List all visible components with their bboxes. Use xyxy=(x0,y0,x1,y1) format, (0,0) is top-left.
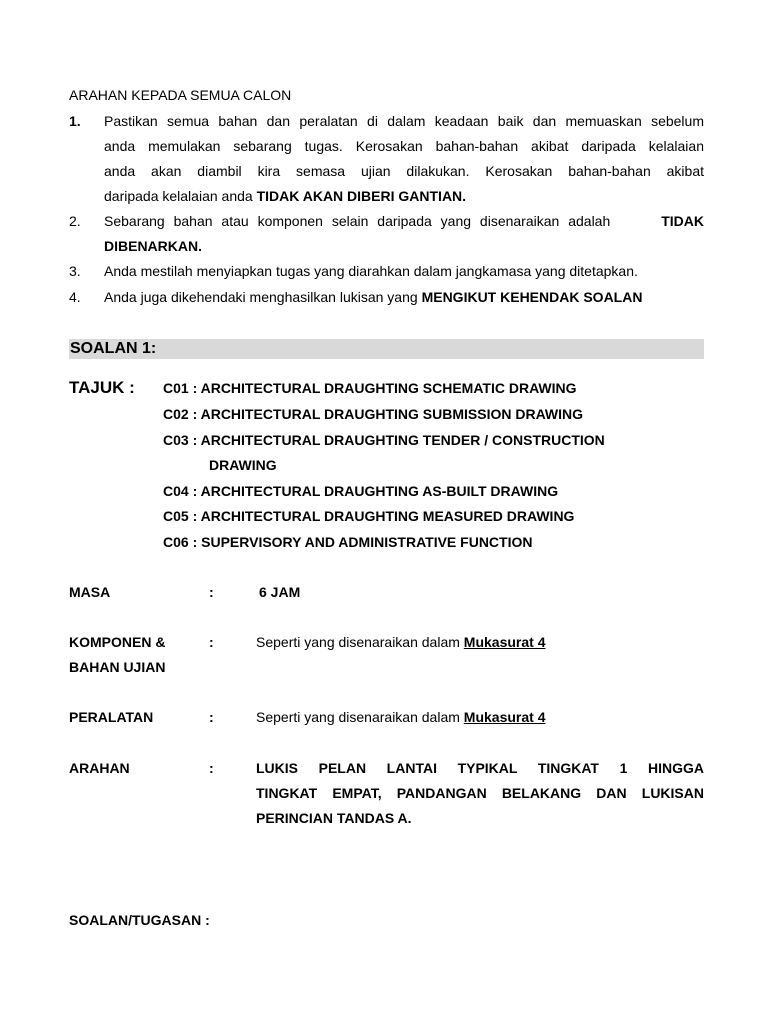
komponen-label-1: KOMPONEN & xyxy=(69,634,166,650)
peralatan-colon: : xyxy=(209,709,214,725)
peralatan-value xyxy=(256,709,546,725)
item-1-number: 1. xyxy=(69,113,81,129)
tajuk-item-c01: C01 : ARCHITECTURAL DRAUGHTING SCHEMATIC DRAWING xyxy=(163,380,577,396)
item-1-emphasis: TIDAK AKAN DIBERI GANTIAN. xyxy=(256,188,467,204)
question-header-band xyxy=(69,339,704,359)
arahan-line-3: PERINCIAN TANDAS A. xyxy=(256,810,412,826)
tajuk-label: TAJUK : xyxy=(69,378,135,397)
item-3-text: Anda mestilah menyiapkan tugas yang diarahkan dalam jangkamasa yang ditetapkan. xyxy=(104,263,638,279)
arahan-colon: : xyxy=(209,760,214,776)
item-1-line-4 xyxy=(104,187,704,205)
item-2-line-1 xyxy=(104,212,704,230)
item-2-emphasis-2: DIBENARKAN. xyxy=(104,238,202,254)
masa-colon: : xyxy=(209,584,214,600)
item-2-line-1-text: Sebarang bahan atau komponen selain daripada yang disenaraikan adalah xyxy=(104,213,611,229)
item-4-line xyxy=(104,288,704,306)
komponen-value-text: Seperti yang disenaraikan dalam xyxy=(256,634,464,650)
item-1-line-2: anda memulakan sebarang tugas. Kerosakan bahan-bahan akibat daripada kelalaian xyxy=(104,138,704,154)
item-1-line-4-text: daripada kelalaian anda xyxy=(104,188,257,204)
komponen-value xyxy=(256,634,546,650)
soalan-tugasan-heading: SOALAN/TUGASAN : xyxy=(69,912,210,928)
item-3-number: 3. xyxy=(69,263,81,279)
komponen-page-reference: Mukasurat 4 xyxy=(463,634,546,650)
item-1-line-3: anda akan diambil kira semasa ujian dilakukan. Kerosakan bahan-bahan akibat xyxy=(104,163,704,179)
peralatan-label: PERALATAN xyxy=(69,709,154,725)
tajuk-item-c03: C03 : ARCHITECTURAL DRAUGHTING TENDER / CONSTRUCTION xyxy=(163,432,605,448)
tajuk-item-c06: C06 : SUPERVISORY AND ADMINISTRATIVE FUNCTION xyxy=(163,534,533,550)
item-4-number: 4. xyxy=(69,289,81,305)
instructions-heading: ARAHAN KEPADA SEMUA CALON xyxy=(69,87,292,103)
item-2-emphasis-1: TIDAK xyxy=(661,213,704,229)
item-4-text: Anda juga dikehendaki menghasilkan lukisan yang xyxy=(104,289,422,305)
peralatan-value-text: Seperti yang disenaraikan dalam xyxy=(256,709,464,725)
komponen-colon: : xyxy=(209,634,214,650)
tajuk-item-c04: C04 : ARCHITECTURAL DRAUGHTING AS-BUILT DRAWING xyxy=(163,483,559,499)
komponen-label-2: BAHAN UJIAN xyxy=(69,659,166,675)
item-2-number: 2. xyxy=(69,213,81,229)
tajuk-item-c02: C02 : ARCHITECTURAL DRAUGHTING SUBMISSION DRAWING xyxy=(163,406,584,422)
arahan-label: ARAHAN xyxy=(69,760,130,776)
item-4-emphasis: MENGIKUT KEHENDAK SOALAN xyxy=(421,289,643,305)
tajuk-item-c03-cont: DRAWING xyxy=(209,457,277,473)
peralatan-page-reference: Mukasurat 4 xyxy=(463,709,546,725)
arahan-line-1: LUKIS PELAN LANTAI TYPIKAL TINGKAT 1 HINGGA xyxy=(256,760,704,776)
masa-value: 6 JAM xyxy=(259,584,301,600)
masa-label: MASA xyxy=(69,584,111,600)
tajuk-item-c05: C05 : ARCHITECTURAL DRAUGHTING MEASURED DRAWING xyxy=(163,508,575,524)
question-label: SOALAN 1: xyxy=(70,340,157,357)
item-1-line-1: Pastikan semua bahan dan peralatan di dalam keadaan baik dan memuaskan sebelum xyxy=(104,113,704,129)
arahan-line-2: TINGKAT EMPAT, PANDANGAN BELAKANG DAN LUKISAN xyxy=(256,785,704,801)
